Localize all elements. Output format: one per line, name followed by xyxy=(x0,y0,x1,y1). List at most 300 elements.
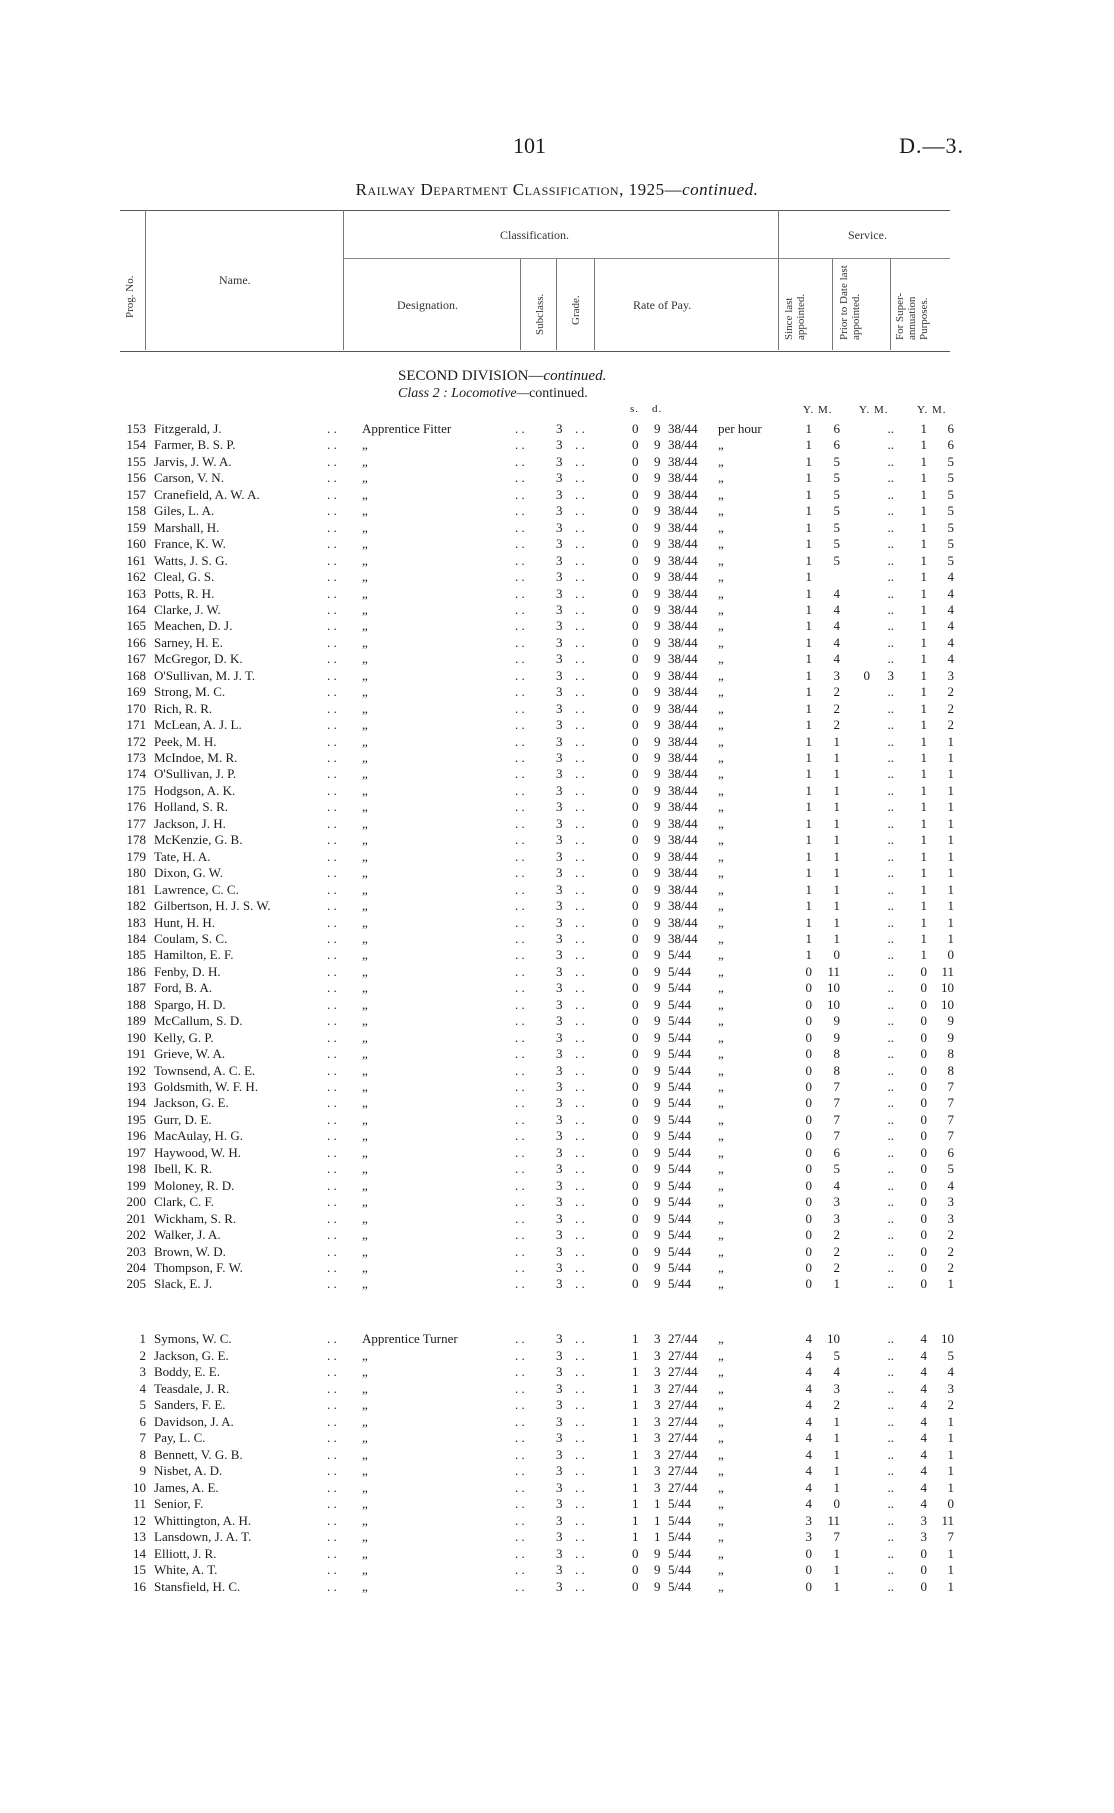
rate-fraction: 38/44 xyxy=(668,421,698,436)
rate-shillings: 0 xyxy=(632,963,639,979)
subclass: 3 xyxy=(556,733,563,749)
prior-months: .. xyxy=(887,700,894,716)
super-years: 1 xyxy=(920,914,927,930)
table-row xyxy=(0,1013,1114,1029)
since-years: 0 xyxy=(805,1259,812,1275)
row-number: 9 xyxy=(139,1463,146,1478)
designation: „ xyxy=(362,486,368,502)
staff-name: Peek, M. H. xyxy=(154,733,217,749)
row-number: 153 xyxy=(126,421,146,436)
rate-pence: 9 xyxy=(654,437,661,453)
super-years: 1 xyxy=(920,634,927,650)
super-years: 0 xyxy=(920,1227,927,1243)
header-subclass: Subclass. xyxy=(534,293,546,335)
rate-shillings: 0 xyxy=(632,1144,639,1160)
leader-dots: . . xyxy=(327,486,337,502)
super-years: 1 xyxy=(920,881,927,897)
leader-dots: . . xyxy=(575,1079,585,1094)
rate-shillings: 1 xyxy=(632,1463,639,1478)
table-row xyxy=(0,1276,1114,1292)
since-years: 0 xyxy=(805,1227,812,1243)
super-years: 1 xyxy=(920,421,927,436)
row-number: 179 xyxy=(126,848,146,864)
rate-pence: 3 xyxy=(654,1413,661,1429)
rate-fraction: 5/44 xyxy=(668,1029,692,1045)
row-number: 14 xyxy=(133,1545,146,1561)
since-months: 1 xyxy=(833,1562,840,1577)
rate-unit: „ xyxy=(718,1111,724,1127)
rate-unit: „ xyxy=(718,980,724,996)
row-number: 184 xyxy=(126,930,146,946)
since-months: 6 xyxy=(833,421,840,436)
since-years: 1 xyxy=(805,815,812,831)
subclass: 3 xyxy=(556,1545,563,1561)
leader-dots: . . xyxy=(575,1496,585,1511)
leader-dots: . . xyxy=(327,980,337,996)
leader-dots: . . xyxy=(575,1529,585,1544)
designation: „ xyxy=(362,437,368,453)
leader-dots: . . xyxy=(327,601,337,617)
rate-pence: 9 xyxy=(654,980,661,996)
leader-dots: . . xyxy=(575,1243,585,1259)
since-years: 0 xyxy=(805,1545,812,1561)
super-months: 4 xyxy=(947,634,954,650)
leader-dots: . . xyxy=(327,815,337,831)
super-years: 0 xyxy=(920,1095,927,1111)
designation: „ xyxy=(362,1430,368,1445)
since-months: 3 xyxy=(833,1210,840,1226)
rate-shillings: 0 xyxy=(632,750,639,765)
super-years: 1 xyxy=(920,865,927,881)
designation: „ xyxy=(362,766,368,782)
rate-pence: 9 xyxy=(654,421,661,436)
table-row xyxy=(0,1095,1114,1111)
rate-unit: „ xyxy=(718,1177,724,1193)
staff-name: Cranefield, A. W. A. xyxy=(154,486,260,502)
staff-name: Goldsmith, W. F. H. xyxy=(154,1079,259,1094)
super-years: 1 xyxy=(920,832,927,848)
rate-pence: 9 xyxy=(654,486,661,502)
subclass: 3 xyxy=(556,1380,563,1396)
super-months: 7 xyxy=(947,1095,954,1111)
prior-months: .. xyxy=(887,1578,894,1594)
super-years: 4 xyxy=(920,1347,927,1363)
super-years: 0 xyxy=(920,1259,927,1275)
rate-unit: „ xyxy=(718,898,724,914)
since-years: 1 xyxy=(805,766,812,782)
rate-pence: 9 xyxy=(654,1227,661,1243)
super-months: 7 xyxy=(947,1111,954,1127)
rate-fraction: 5/44 xyxy=(668,980,692,996)
leader-dots: . . xyxy=(575,848,585,864)
since-years: 3 xyxy=(805,1512,812,1528)
leader-dots: . . xyxy=(575,963,585,979)
rate-unit: „ xyxy=(718,519,724,535)
table-row xyxy=(0,1463,1114,1479)
rate-shillings: 0 xyxy=(632,585,639,601)
super-years: 0 xyxy=(920,1161,927,1177)
since-years: 1 xyxy=(805,585,812,601)
leader-dots: . . xyxy=(515,914,525,930)
rate-pence: 9 xyxy=(654,1062,661,1078)
designation: „ xyxy=(362,519,368,535)
leader-dots: . . xyxy=(575,1331,585,1346)
prior-months: .. xyxy=(887,996,894,1012)
leader-dots: . . xyxy=(575,1380,585,1396)
since-months: 1 xyxy=(833,1430,840,1445)
since-years: 0 xyxy=(805,1095,812,1111)
prior-months: .. xyxy=(887,1161,894,1177)
leader-dots: . . xyxy=(515,1347,525,1363)
leader-dots: . . xyxy=(515,1364,525,1379)
rate-shillings: 0 xyxy=(632,848,639,864)
since-years: 4 xyxy=(805,1397,812,1412)
subclass: 3 xyxy=(556,1479,563,1495)
leader-dots: . . xyxy=(515,947,525,963)
designation: „ xyxy=(362,1194,368,1210)
prior-months: .. xyxy=(887,865,894,881)
subclass: 3 xyxy=(556,1562,563,1577)
prior-months: .. xyxy=(887,1496,894,1511)
row-number: 198 xyxy=(126,1161,146,1177)
leader-dots: . . xyxy=(575,1227,585,1243)
rate-shillings: 0 xyxy=(632,536,639,552)
rate-shillings: 0 xyxy=(632,470,639,486)
super-years: 4 xyxy=(920,1430,927,1445)
since-months: 6 xyxy=(833,1144,840,1160)
leader-dots: . . xyxy=(575,1512,585,1528)
rate-pence: 9 xyxy=(654,1013,661,1029)
unit-years-months-1: Y. M. xyxy=(803,404,833,416)
since-years: 1 xyxy=(805,569,812,585)
super-months: 2 xyxy=(947,700,954,716)
header-subdivider xyxy=(343,258,950,259)
leader-dots: . . xyxy=(515,601,525,617)
row-number: 10 xyxy=(133,1479,146,1495)
prior-months: .. xyxy=(887,437,894,453)
leader-dots: . . xyxy=(327,1479,337,1495)
designation: „ xyxy=(362,815,368,831)
rate-unit: „ xyxy=(718,536,724,552)
super-years: 1 xyxy=(920,848,927,864)
super-months: 5 xyxy=(947,503,954,519)
leader-dots: . . xyxy=(575,733,585,749)
row-number: 3 xyxy=(139,1364,146,1379)
rate-pence: 9 xyxy=(654,750,661,765)
rate-fraction: 38/44 xyxy=(668,601,698,617)
designation: „ xyxy=(362,1259,368,1275)
rate-pence: 9 xyxy=(654,651,661,667)
subclass: 3 xyxy=(556,634,563,650)
subclass: 3 xyxy=(556,914,563,930)
rate-pence: 9 xyxy=(654,1128,661,1144)
leader-dots: . . xyxy=(515,766,525,782)
leader-dots: . . xyxy=(327,1210,337,1226)
row-number: 154 xyxy=(126,437,146,453)
row-number: 192 xyxy=(126,1062,146,1078)
super-months: 11 xyxy=(941,1512,954,1528)
leader-dots: . . xyxy=(575,815,585,831)
rate-shillings: 1 xyxy=(632,1380,639,1396)
super-months: 1 xyxy=(947,733,954,749)
rate-pence: 9 xyxy=(654,1210,661,1226)
super-years: 1 xyxy=(920,486,927,502)
leader-dots: . . xyxy=(327,733,337,749)
rate-pence: 3 xyxy=(654,1463,661,1478)
since-years: 4 xyxy=(805,1463,812,1478)
since-months: 10 xyxy=(827,1331,840,1346)
rate-fraction: 38/44 xyxy=(668,766,698,782)
subclass: 3 xyxy=(556,1128,563,1144)
staff-name: Marshall, H. xyxy=(154,519,220,535)
rate-fraction: 38/44 xyxy=(668,536,698,552)
rate-fraction: 5/44 xyxy=(668,1161,692,1177)
leader-dots: . . xyxy=(575,585,585,601)
leader-dots: . . xyxy=(327,1079,337,1094)
staff-name: Holland, S. R. xyxy=(154,799,229,815)
leader-dots: . . xyxy=(515,470,525,486)
rate-pence: 1 xyxy=(654,1529,661,1544)
since-months: 5 xyxy=(833,1347,840,1363)
super-months: 1 xyxy=(947,898,954,914)
row-number: 164 xyxy=(126,601,146,617)
leader-dots: . . xyxy=(575,1062,585,1078)
rate-fraction: 38/44 xyxy=(668,832,698,848)
since-years: 1 xyxy=(805,717,812,733)
header-name: Name. xyxy=(219,273,251,287)
subclass: 3 xyxy=(556,1463,563,1478)
rate-pence: 9 xyxy=(654,1562,661,1577)
staff-name: Coulam, S. C. xyxy=(154,930,228,946)
prior-months: .. xyxy=(887,1046,894,1062)
rate-unit: „ xyxy=(718,1562,724,1577)
leader-dots: . . xyxy=(515,930,525,946)
super-years: 0 xyxy=(920,1013,927,1029)
row-number: 203 xyxy=(126,1243,146,1259)
leader-dots: . . xyxy=(515,700,525,716)
since-months: 10 xyxy=(827,980,840,996)
super-years: 0 xyxy=(920,1079,927,1094)
rate-shillings: 0 xyxy=(632,486,639,502)
leader-dots: . . xyxy=(327,832,337,848)
since-years: 1 xyxy=(805,618,812,634)
since-years: 4 xyxy=(805,1380,812,1396)
header-designation: Designation. xyxy=(397,298,458,312)
rate-shillings: 0 xyxy=(632,1243,639,1259)
since-years: 1 xyxy=(805,848,812,864)
super-months: 6 xyxy=(947,1144,954,1160)
since-years: 1 xyxy=(805,486,812,502)
header-prior-to-date: Prior to Date last appointed. xyxy=(838,265,862,340)
rate-unit: „ xyxy=(718,815,724,831)
rate-fraction: 5/44 xyxy=(668,1259,692,1275)
table-row xyxy=(0,980,1114,996)
rate-shillings: 0 xyxy=(632,1276,639,1292)
table-row xyxy=(0,487,1114,503)
super-months: 5 xyxy=(947,486,954,502)
unit-years-months-2: Y. M. xyxy=(859,404,889,416)
staff-name: Clarke, J. W. xyxy=(154,601,221,617)
staff-name: Meachen, D. J. xyxy=(154,618,233,634)
rate-shillings: 0 xyxy=(632,700,639,716)
subclass: 3 xyxy=(556,963,563,979)
rate-fraction: 38/44 xyxy=(668,799,698,815)
super-months: 4 xyxy=(947,585,954,601)
leader-dots: . . xyxy=(575,865,585,881)
table-row xyxy=(0,1414,1114,1430)
leader-dots: . . xyxy=(575,930,585,946)
rate-pence: 9 xyxy=(654,470,661,486)
rate-shillings: 0 xyxy=(632,1029,639,1045)
staff-name: McCallum, S. D. xyxy=(154,1013,243,1029)
table-row xyxy=(0,618,1114,634)
leader-dots: . . xyxy=(515,519,525,535)
rate-shillings: 0 xyxy=(632,552,639,568)
rate-unit: „ xyxy=(718,782,724,798)
table-row xyxy=(0,586,1114,602)
row-number: 200 xyxy=(126,1194,146,1210)
since-years: 0 xyxy=(805,1210,812,1226)
rate-fraction: 27/44 xyxy=(668,1430,698,1445)
leader-dots: . . xyxy=(327,552,337,568)
rate-pence: 9 xyxy=(654,503,661,519)
super-months: 1 xyxy=(947,1276,954,1292)
rate-pence: 9 xyxy=(654,1111,661,1127)
subclass: 3 xyxy=(556,930,563,946)
designation: „ xyxy=(362,601,368,617)
rate-shillings: 0 xyxy=(632,1578,639,1594)
rate-fraction: 38/44 xyxy=(668,881,698,897)
since-years: 4 xyxy=(805,1364,812,1379)
rate-fraction: 5/44 xyxy=(668,1144,692,1160)
since-years: 0 xyxy=(805,1079,812,1094)
designation: „ xyxy=(362,947,368,963)
row-number: 178 xyxy=(126,832,146,848)
leader-dots: . . xyxy=(327,750,337,765)
prior-months: .. xyxy=(887,1128,894,1144)
staff-name: Kelly, G. P. xyxy=(154,1029,214,1045)
rate-unit: „ xyxy=(718,634,724,650)
leader-dots: . . xyxy=(515,1562,525,1577)
since-months: 5 xyxy=(833,486,840,502)
prior-months: .. xyxy=(887,618,894,634)
rate-unit: „ xyxy=(718,1062,724,1078)
unit-shillings: s. xyxy=(630,403,640,415)
super-months: 4 xyxy=(947,569,954,585)
super-years: 1 xyxy=(920,552,927,568)
rate-unit: „ xyxy=(718,865,724,881)
staff-name: Moloney, R. D. xyxy=(154,1177,235,1193)
leader-dots: . . xyxy=(327,1227,337,1243)
subclass: 3 xyxy=(556,782,563,798)
prior-months: .. xyxy=(887,486,894,502)
subclass: 3 xyxy=(556,996,563,1012)
since-years: 4 xyxy=(805,1413,812,1429)
rate-fraction: 38/44 xyxy=(668,437,698,453)
rate-unit: „ xyxy=(718,1397,724,1412)
table-row xyxy=(0,1331,1114,1347)
leader-dots: . . xyxy=(327,1380,337,1396)
rate-shillings: 0 xyxy=(632,766,639,782)
staff-name: Ibell, K. R. xyxy=(154,1161,213,1177)
rate-unit: „ xyxy=(718,1029,724,1045)
rate-pence: 1 xyxy=(654,1496,661,1511)
staff-name: Rich, R. R. xyxy=(154,700,213,716)
leader-dots: . . xyxy=(327,1111,337,1127)
prior-months: .. xyxy=(887,1529,894,1544)
leader-dots: . . xyxy=(327,503,337,519)
since-years: 1 xyxy=(805,898,812,914)
leader-dots: . . xyxy=(327,996,337,1012)
table-row xyxy=(0,717,1114,733)
since-months: 4 xyxy=(833,601,840,617)
leader-dots: . . xyxy=(515,1161,525,1177)
row-number: 205 xyxy=(126,1276,146,1292)
rate-unit: „ xyxy=(718,437,724,453)
subclass: 3 xyxy=(556,848,563,864)
staff-name: Carson, V. N. xyxy=(154,470,224,486)
prior-months: .. xyxy=(887,1029,894,1045)
rate-fraction: 38/44 xyxy=(668,782,698,798)
subclass: 3 xyxy=(556,881,563,897)
rate-fraction: 5/44 xyxy=(668,1227,692,1243)
designation: „ xyxy=(362,700,368,716)
designation: „ xyxy=(362,1364,368,1379)
rate-pence: 9 xyxy=(654,1243,661,1259)
rate-shillings: 0 xyxy=(632,1227,639,1243)
prior-months: .. xyxy=(887,585,894,601)
since-years: 0 xyxy=(805,963,812,979)
designation: „ xyxy=(362,1463,368,1478)
designation: „ xyxy=(362,1227,368,1243)
rate-shillings: 0 xyxy=(632,1177,639,1193)
rate-unit: „ xyxy=(718,1446,724,1462)
designation: „ xyxy=(362,1446,368,1462)
since-months: 11 xyxy=(827,963,840,979)
staff-name: Strong, M. C. xyxy=(154,684,226,700)
since-years: 1 xyxy=(805,799,812,815)
table-row xyxy=(0,915,1114,931)
super-years: 4 xyxy=(920,1397,927,1412)
rate-fraction: 5/44 xyxy=(668,1046,692,1062)
subclass: 3 xyxy=(556,799,563,815)
since-months: 4 xyxy=(833,1364,840,1379)
rate-pence: 3 xyxy=(654,1397,661,1412)
subclass: 3 xyxy=(556,898,563,914)
super-years: 4 xyxy=(920,1413,927,1429)
since-months: 5 xyxy=(833,552,840,568)
leader-dots: . . xyxy=(575,898,585,914)
since-months: 1 xyxy=(833,898,840,914)
rate-pence: 3 xyxy=(654,1430,661,1445)
rate-unit: „ xyxy=(718,601,724,617)
rate-unit: „ xyxy=(718,717,724,733)
row-number: 197 xyxy=(126,1144,146,1160)
prior-months: .. xyxy=(887,536,894,552)
since-years: 0 xyxy=(805,1562,812,1577)
subclass: 3 xyxy=(556,1331,563,1346)
table-row xyxy=(0,1178,1114,1194)
rate-fraction: 38/44 xyxy=(668,486,698,502)
rate-pence: 9 xyxy=(654,963,661,979)
rate-fraction: 5/44 xyxy=(668,1194,692,1210)
rate-fraction: 27/44 xyxy=(668,1397,698,1412)
table-row xyxy=(0,865,1114,881)
staff-name: Brown, W. D. xyxy=(154,1243,226,1259)
rate-shillings: 0 xyxy=(632,947,639,963)
since-years: 4 xyxy=(805,1479,812,1495)
prior-months: .. xyxy=(887,717,894,733)
